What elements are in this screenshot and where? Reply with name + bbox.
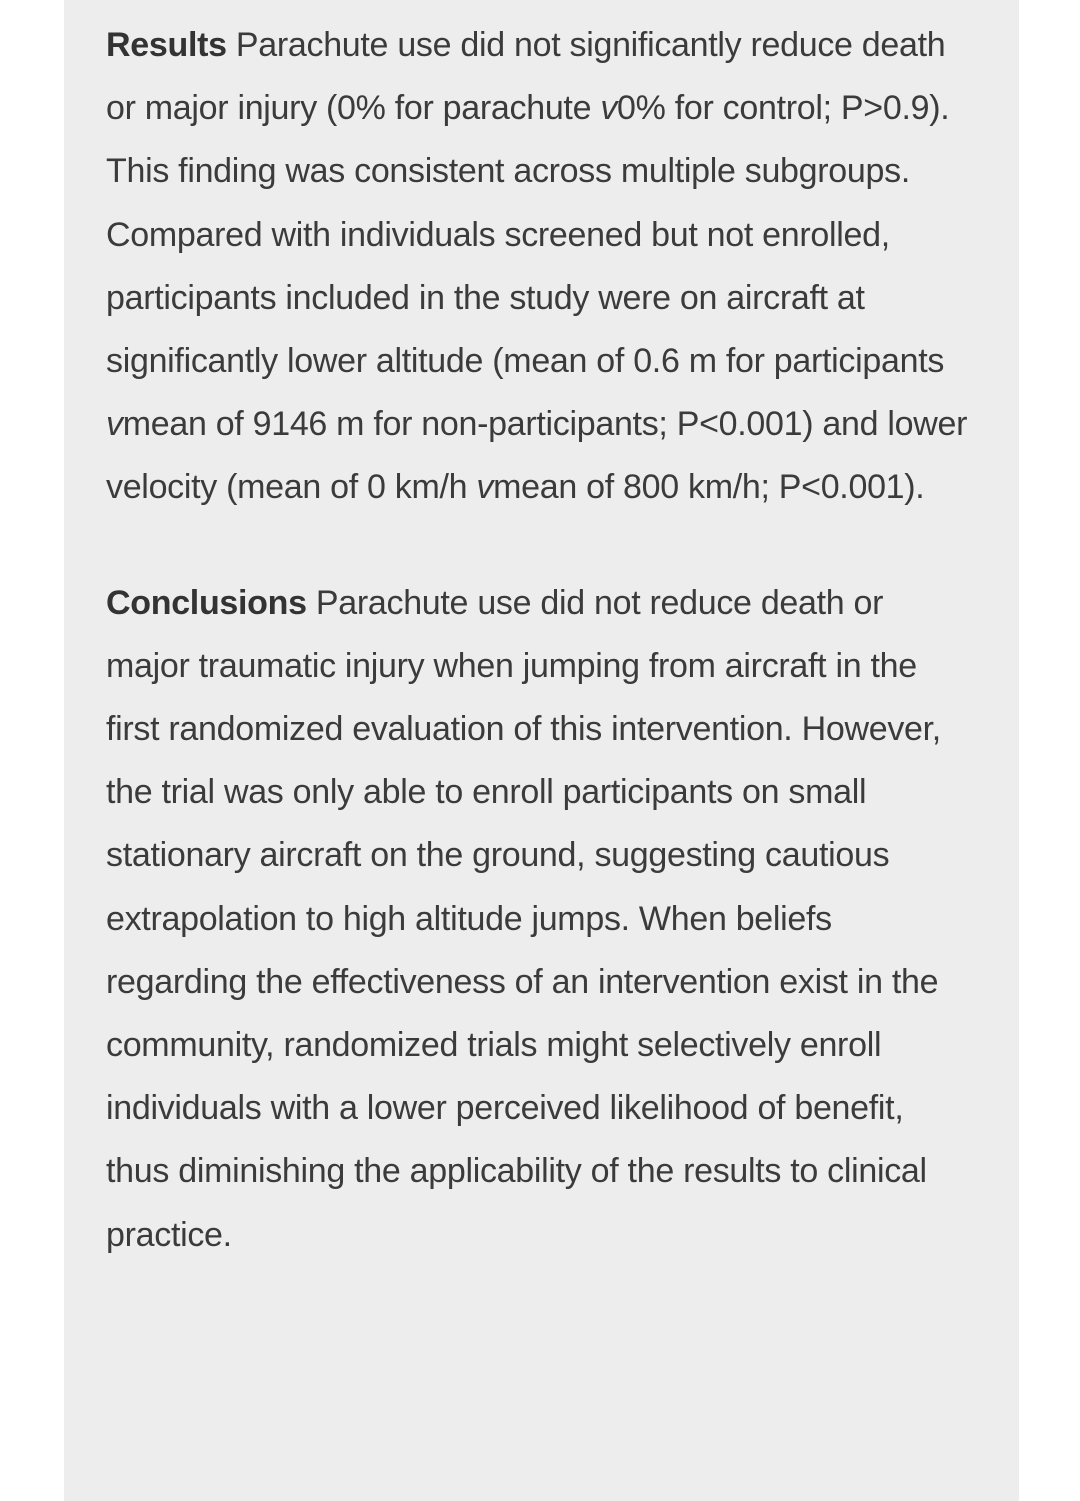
results-text-part-2: 0% for control; P>0.9). This finding was consistent across multiple subgroups. Compared with individuals screened but not enrolled, participants included in the study were on aircraft at significantly lower altitude (mean of 0.6 m for participants — [106, 89, 950, 381]
conclusions-paragraph — [106, 572, 975, 1267]
results-paragraph — [106, 14, 975, 520]
versus-abbrev: v — [106, 405, 123, 444]
results-text-part-1: Parachute use did not significantly reduce death or major injury (0% for parachute — [106, 26, 946, 128]
conclusions-heading: Conclusions — [106, 583, 307, 622]
versus-abbrev: v — [600, 89, 618, 128]
abstract-panel — [64, 0, 1019, 1501]
results-heading: Results — [106, 26, 227, 64]
versus-abbrev: v — [476, 468, 494, 507]
conclusions-text: Parachute use did not reduce death or major traumatic injury when jumping from aircraft in the first randomized evaluation of this intervention. However, the trial was only able to enroll participants on small stationary aircraft on the ground, suggesting cautious extrapolation to high altitude jumps. When beliefs regarding the effectiveness of an intervention exist in the community, randomized trials might selectively enroll individuals with a lower perceived likelihood of benefit, thus diminishing the applicability of the results to clinical practice. — [106, 583, 941, 1254]
results-text-part-3: mean of 9146 m for non-participants; P<0.001) and lower velocity (mean of 0 km/h — [106, 405, 968, 507]
results-text-part-4: mean of 800 km/h; P<0.001). — [493, 468, 925, 507]
